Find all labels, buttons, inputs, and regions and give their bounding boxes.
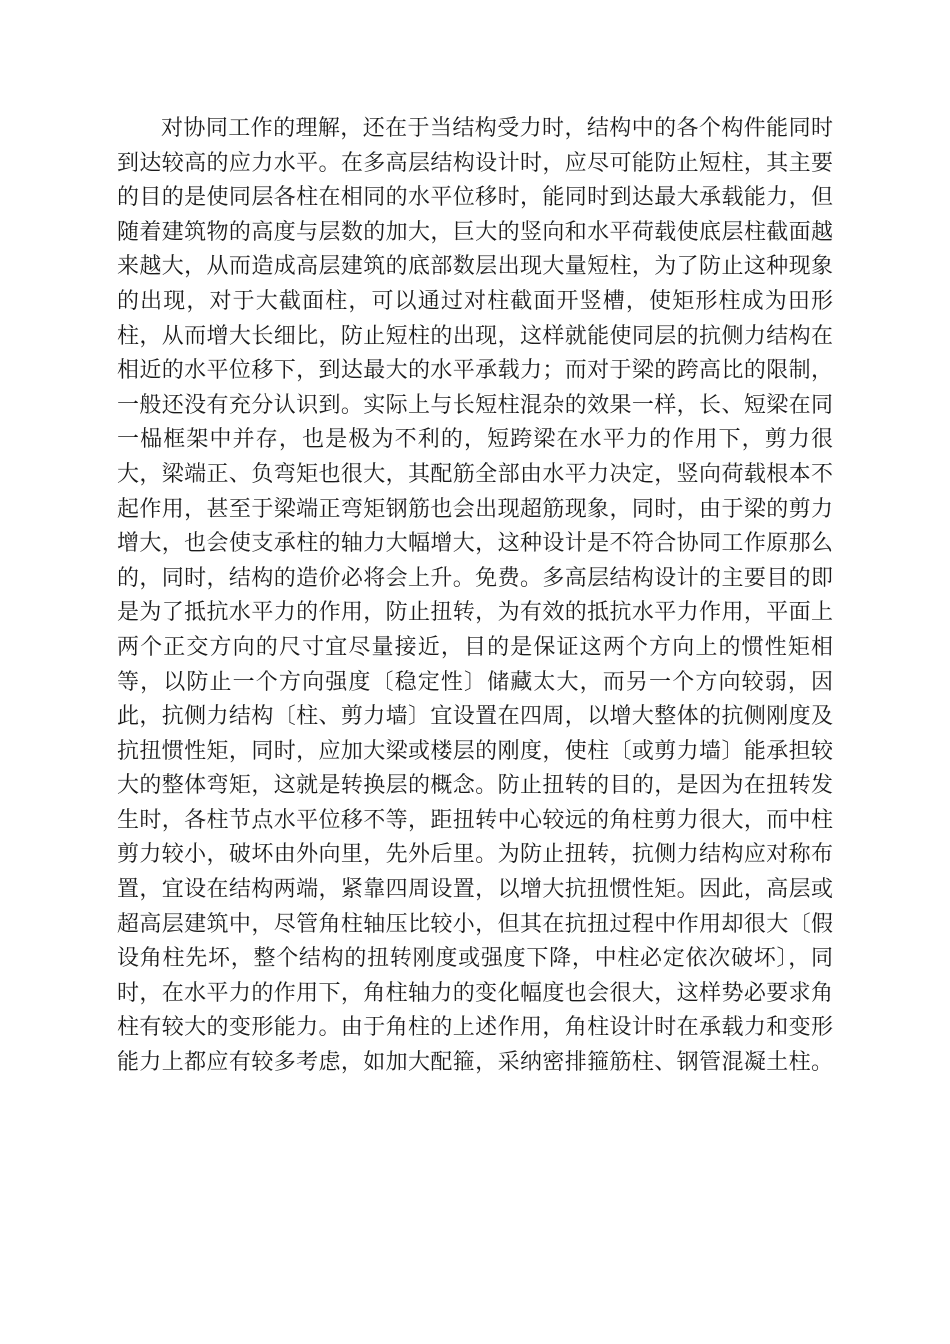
paragraph-line: 剪力较小，破坏由外向里，先外后里。为防止扭转，抗侧力结构应对称布 xyxy=(117,842,833,868)
paragraph-line: 大的整体弯矩，这就是转换层的概念。防止扭转的目的，是因为在扭转发 xyxy=(117,773,833,799)
paragraph-line: 置，宜设在结构两端，紧靠四周设置，以增大抗扭惯性矩。因此，高层或 xyxy=(117,877,833,903)
paragraph-line: 抗扭惯性矩，同时，应加大梁或楼层的刚度，使柱〔或剪力墙〕能承担较 xyxy=(117,738,833,764)
paragraph-line: 相近的水平位移下，到达最大的水平承载力；而对于梁的跨高比的限制， xyxy=(117,358,833,384)
paragraph-line: 一般还没有充分认识到。实际上与长短柱混杂的效果一样，长、短梁在同 xyxy=(117,392,833,418)
paragraph-line: 随着建筑物的高度与层数的加大，巨大的竖向和水平荷载使底层柱截面越 xyxy=(117,219,833,245)
paragraph-line: 对协同工作的理解，还在于当结构受力时，结构中的各个构件能同时 xyxy=(161,116,833,141)
paragraph-line: 是为了抵抗水平力的作用，防止扭转，为有效的抵抗水平力作用，平面上 xyxy=(117,600,833,626)
paragraph-line: 能力上都应有较多考虑，如加大配箍，采纳密排箍筋柱、钢管混凝土柱。 xyxy=(117,1050,833,1076)
paragraph-line: 两个正交方向的尺寸宜尽量接近，目的是保证这两个方向上的惯性矩相 xyxy=(117,634,833,660)
paragraph-line: 时，在水平力的作用下，角柱轴力的变化幅度也会很大，这样势必要求角 xyxy=(117,980,833,1006)
paragraph-line: 柱，从而增大长细比，防止短柱的出现，这样就能使同层的抗侧力结构在 xyxy=(117,323,833,349)
paragraph-line: 大，梁端正、负弯矩也很大，其配筋全部由水平力决定，竖向荷载根本不 xyxy=(117,461,833,487)
paragraph-line: 超高层建筑中，尽管角柱轴压比较小，但其在抗扭过程中作用却很大〔假 xyxy=(117,911,833,937)
paragraph-line: 起作用，甚至于梁端正弯矩钢筋也会出现超筋现象，同时，由于梁的剪力 xyxy=(117,496,833,522)
paragraph-line: 增大，也会使支承柱的轴力大幅增大，这种设计是不符合协同工作原那么 xyxy=(117,531,833,557)
paragraph-line: 的目的是使同层各柱在相同的水平位移时，能同时到达最大承载能力，但 xyxy=(117,185,833,211)
paragraph-line: 的，同时，结构的造价必将会上升。免费。多高层结构设计的主要目的即 xyxy=(117,565,833,591)
paragraph-line: 等，以防止一个方向强度〔稳定性〕储藏太大，而另一个方向较弱，因 xyxy=(117,669,833,695)
paragraph-line: 来越大，从而造成高层建筑的底部数层出现大量短柱，为了防止这种现象 xyxy=(117,254,833,280)
paragraph-line: 生时，各柱节点水平位移不等，距扭转中心较远的角柱剪力很大，而中柱 xyxy=(117,807,833,833)
paragraph-line: 的出现，对于大截面柱，可以通过对柱截面开竖槽，使矩形柱成为田形 xyxy=(117,288,833,314)
paragraph-line: 此，抗侧力结构〔柱、剪力墙〕宜设置在四周，以增大整体的抗侧刚度及 xyxy=(117,704,833,730)
paragraph-line: 到达较高的应力水平。在多高层结构设计时，应尽可能防止短柱，其主要 xyxy=(117,150,833,176)
body-paragraph xyxy=(117,112,833,1081)
paragraph-line: 一榀框架中并存，也是极为不利的，短跨梁在水平力的作用下，剪力很 xyxy=(117,427,833,453)
paragraph-line: 柱有较大的变形能力。由于角柱的上述作用，角柱设计时在承载力和变形 xyxy=(117,1015,833,1041)
paragraph-line: 设角柱先坏，整个结构的扭转刚度或强度下降，中柱必定依次破坏〕，同 xyxy=(117,946,833,972)
